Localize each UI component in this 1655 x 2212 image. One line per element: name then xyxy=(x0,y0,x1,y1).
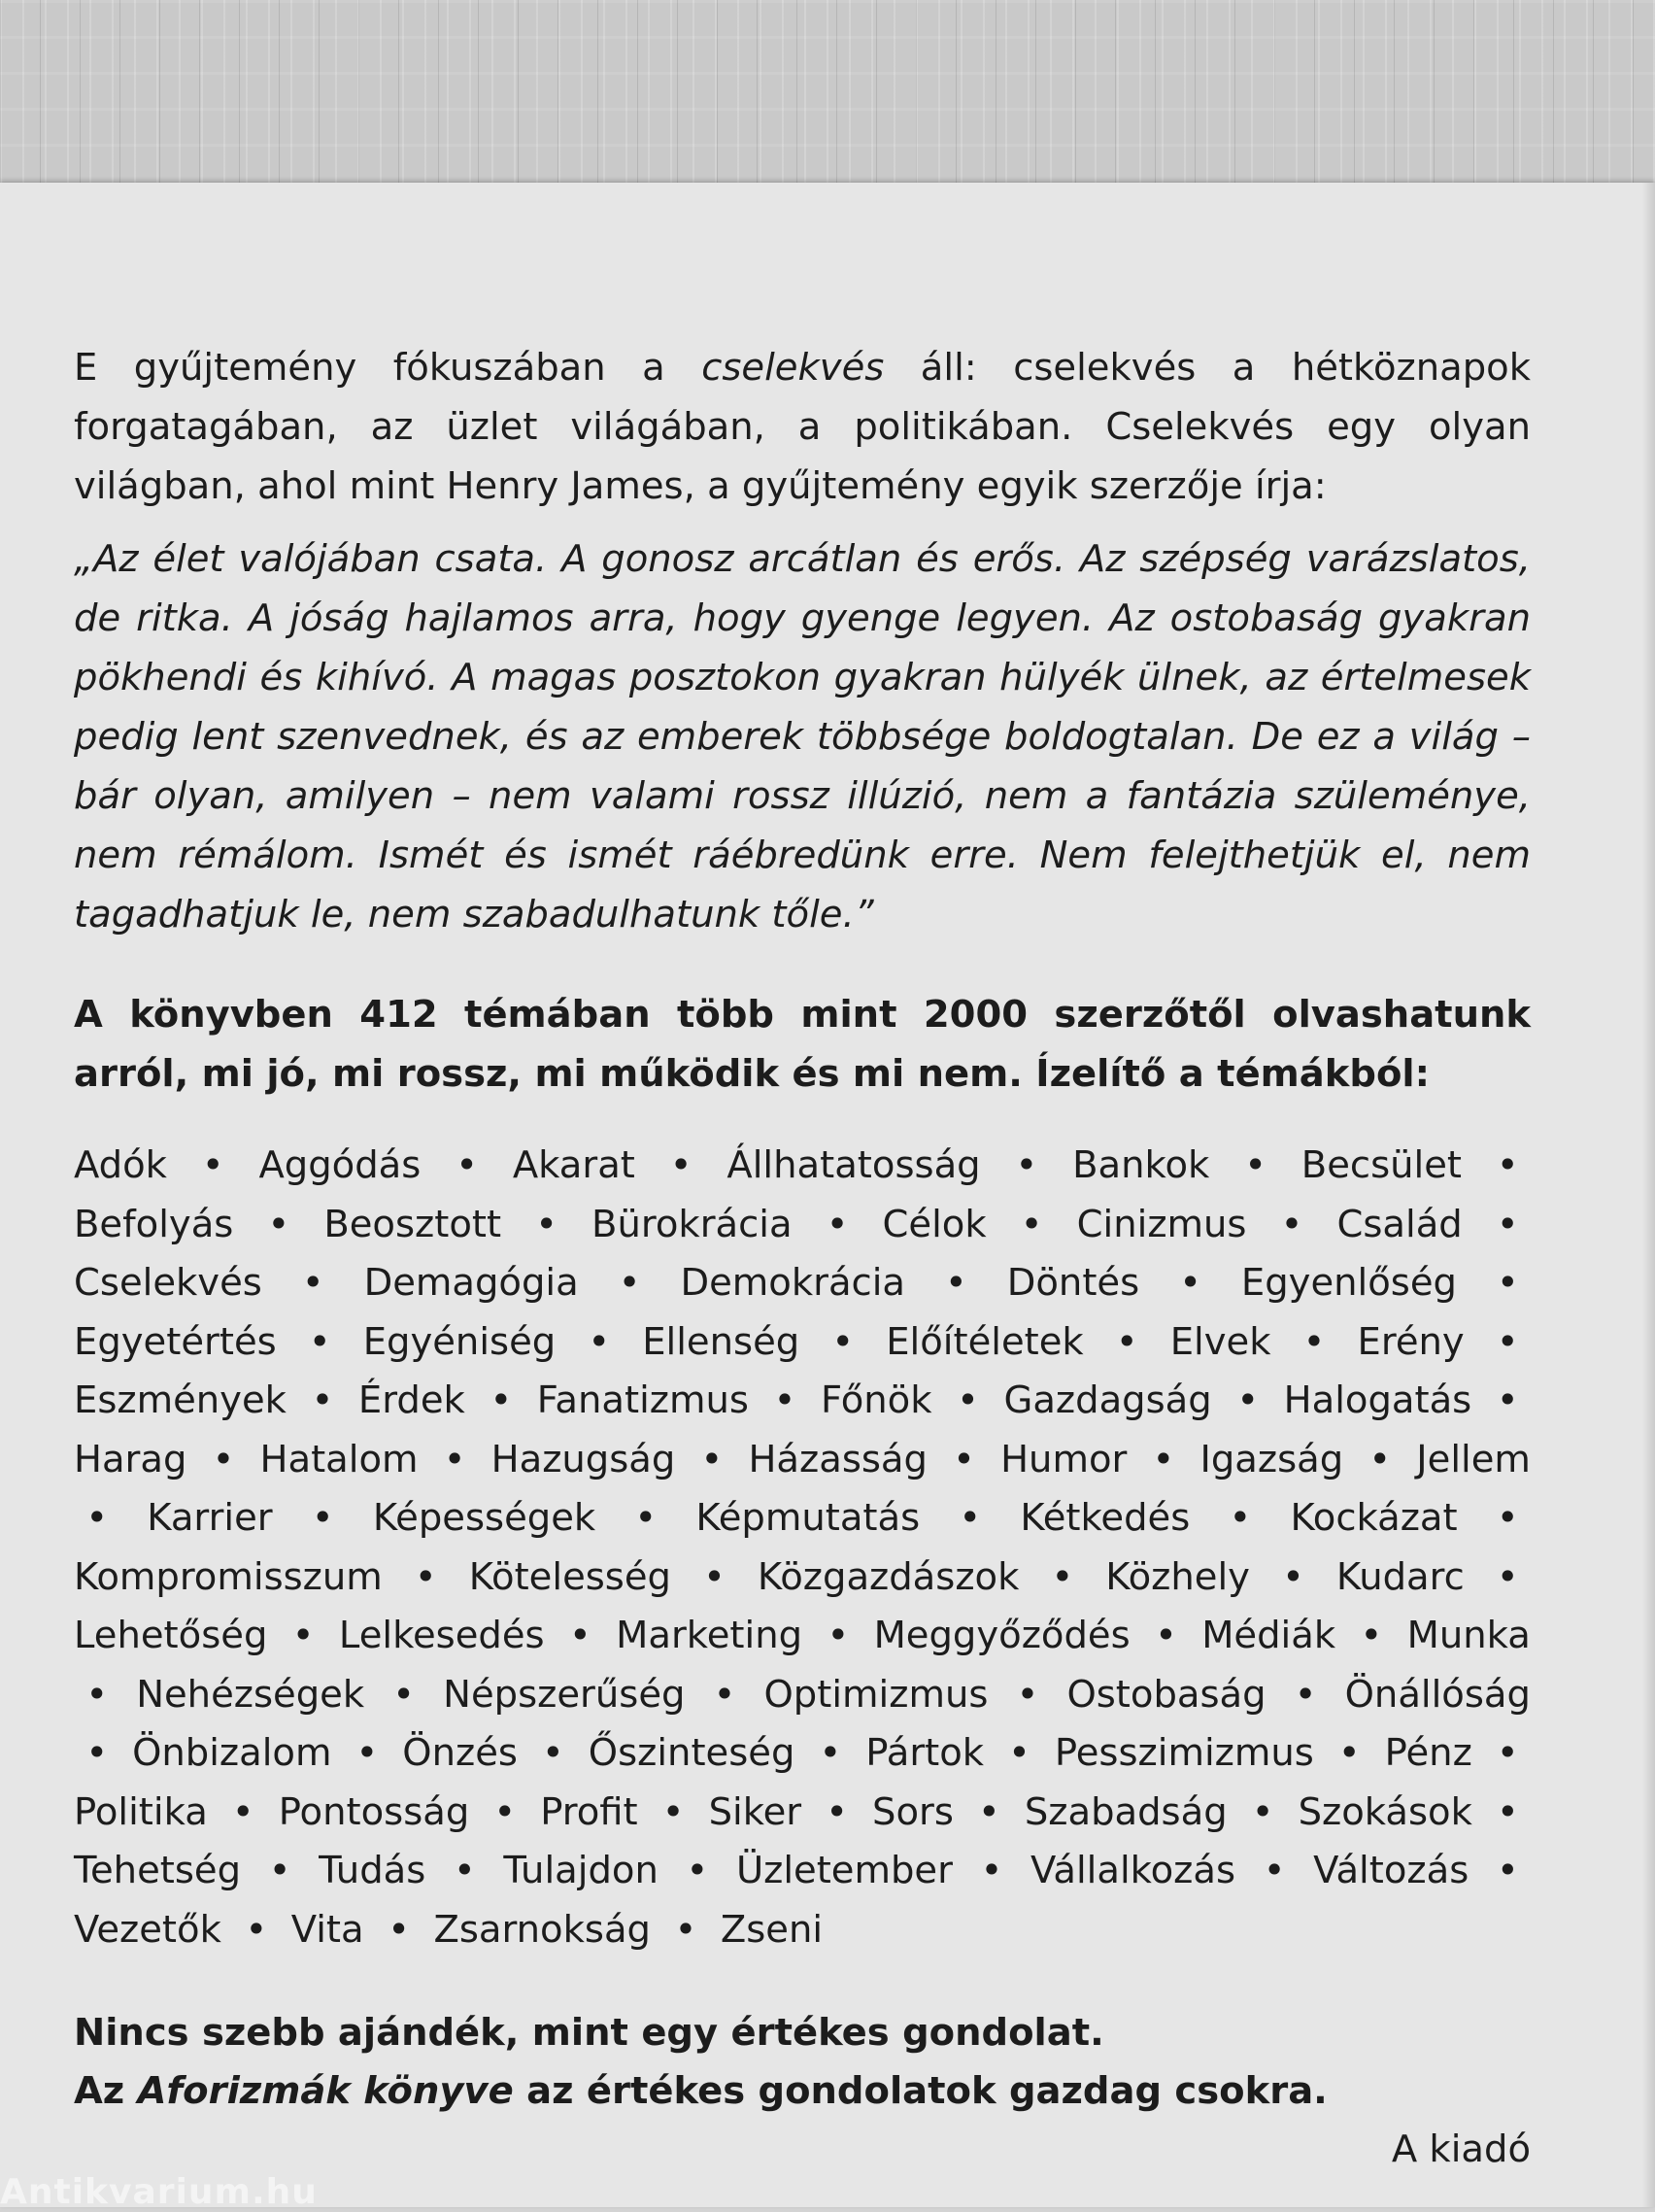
topic-item: Erény xyxy=(1357,1319,1465,1364)
bullet-separator: • xyxy=(1337,1731,1361,1775)
topic-item: Népszerűség xyxy=(443,1672,686,1717)
bullet-separator: • xyxy=(212,1437,235,1481)
bullet-separator: • xyxy=(231,1789,254,1834)
bullet-separator: • xyxy=(85,1672,109,1717)
bullet-separator: • xyxy=(980,1849,1003,1892)
topic-item: Akarat xyxy=(512,1143,635,1187)
intro-emphasis: cselekvés xyxy=(701,346,885,390)
bullet-separator: • xyxy=(245,1907,268,1952)
topic-item: Kockázat xyxy=(1290,1496,1458,1540)
bullet-separator: • xyxy=(542,1731,564,1775)
topic-item: Hazugság xyxy=(490,1437,676,1481)
bullet-separator: • xyxy=(959,1496,982,1540)
topic-item: Vita xyxy=(290,1907,364,1952)
topic-item: Pesszimizmus xyxy=(1054,1731,1314,1775)
bullet-separator: • xyxy=(634,1496,658,1540)
bullet-separator: • xyxy=(953,1437,975,1481)
bullet-separator: • xyxy=(669,1143,692,1187)
bullet-separator: • xyxy=(1360,1614,1383,1657)
bullet-separator: • xyxy=(311,1496,334,1540)
bullet-separator: • xyxy=(301,1261,324,1305)
bullet-separator: • xyxy=(1020,1202,1043,1246)
bullet-separator: • xyxy=(1015,1143,1038,1187)
topic-item: Igazság xyxy=(1199,1437,1344,1481)
topic-item: Eszmények xyxy=(74,1378,287,1422)
bullet-separator: • xyxy=(1496,1849,1519,1892)
bullet-separator: • xyxy=(1155,1614,1177,1657)
topic-item: Nehézségek xyxy=(136,1672,365,1717)
intro-text-start: E gyűjtemény fókuszában a xyxy=(74,346,702,390)
topic-item: Halogatás xyxy=(1283,1378,1472,1422)
topic-item: Zseni xyxy=(720,1907,824,1952)
bullet-separator: • xyxy=(291,1614,315,1657)
topic-item: Célok xyxy=(882,1202,987,1246)
topic-item: Család xyxy=(1336,1202,1463,1246)
bullet-separator: • xyxy=(392,1672,416,1717)
topic-item: Demokrácia xyxy=(680,1261,906,1305)
bullet-separator: • xyxy=(1496,1554,1519,1599)
intro-text-end: áll: cselekvés a hétköznapok forgatagában, az üzlet világában, a politikában. Cselekvés egy olyan világban, ahol mint Henry James, a gyűjtemény egyik szerzője írja: xyxy=(74,346,1531,508)
bullet-separator: • xyxy=(826,1202,849,1246)
topic-item: Elvek xyxy=(1169,1319,1271,1364)
topic-item: Kudarc xyxy=(1335,1554,1465,1599)
closing-text-end: az értékes gondolatok gazdag csokra. xyxy=(513,2069,1328,2113)
topic-item: Pártok xyxy=(865,1731,985,1775)
topic-item: Önállóság xyxy=(1344,1672,1531,1717)
topic-item: Kompromisszum xyxy=(74,1554,383,1599)
topic-item: Adók xyxy=(74,1143,167,1187)
topic-item: Politika xyxy=(74,1789,208,1834)
wood-background xyxy=(0,0,1655,187)
topic-item: Sors xyxy=(872,1789,954,1834)
topic-item: Hatalom xyxy=(259,1437,419,1481)
topic-item: Cinizmus xyxy=(1076,1202,1247,1246)
bullet-separator: • xyxy=(456,1143,478,1187)
bullet-separator: • xyxy=(535,1202,557,1246)
topic-item: Zsarnokság xyxy=(433,1907,651,1952)
bullet-separator: • xyxy=(827,1614,850,1657)
bullet-separator: • xyxy=(1496,1378,1519,1422)
topic-item: Vállalkozás xyxy=(1030,1849,1236,1892)
topic-item: Lehetőség xyxy=(74,1614,268,1657)
topic-item: Becsület xyxy=(1300,1143,1463,1187)
bullet-separator: • xyxy=(978,1789,1000,1834)
bullet-separator: • xyxy=(713,1672,736,1717)
topic-item: Marketing xyxy=(616,1614,803,1657)
topic-item: Változás xyxy=(1313,1849,1469,1892)
bullet-separator: • xyxy=(453,1849,476,1892)
topic-item: Képességek xyxy=(372,1496,596,1540)
topic-item: Állhatatosság xyxy=(726,1143,981,1187)
topic-item: Egyenlőség xyxy=(1240,1261,1457,1305)
bullet-separator: • xyxy=(1280,1202,1303,1246)
topic-list xyxy=(74,1137,1531,1959)
bullet-separator: • xyxy=(1051,1554,1074,1599)
bullet-separator: • xyxy=(1496,1789,1519,1834)
topic-item: Profit xyxy=(540,1789,638,1834)
bullet-separator: • xyxy=(311,1378,334,1422)
closing-line-2 xyxy=(74,2062,1531,2121)
topic-item: Képmutatás xyxy=(695,1496,921,1540)
bullet-separator: • xyxy=(443,1437,466,1481)
bullet-separator: • xyxy=(1496,1202,1519,1246)
topic-item: Pontosság xyxy=(278,1789,470,1834)
intro-paragraph xyxy=(74,338,1531,516)
bullet-separator: • xyxy=(1179,1261,1201,1305)
bullet-separator: • xyxy=(1496,1731,1519,1775)
bullet-separator: • xyxy=(1368,1437,1392,1481)
topic-item: Szabadság xyxy=(1024,1789,1228,1834)
bullet-separator: • xyxy=(826,1789,848,1834)
bullet-separator: • xyxy=(703,1554,726,1599)
book-title: Aforizmák könyve xyxy=(137,2069,514,2113)
bullet-separator: • xyxy=(1263,1849,1286,1892)
topic-item: Ellenség xyxy=(642,1319,800,1364)
topic-item: Beosztott xyxy=(323,1202,502,1246)
bullet-separator: • xyxy=(1496,1496,1519,1540)
topic-item: Előítéletek xyxy=(886,1319,1084,1364)
bullet-separator: • xyxy=(569,1614,591,1657)
bullet-separator: • xyxy=(618,1261,641,1305)
bullet-separator: • xyxy=(700,1437,724,1481)
bullet-separator: • xyxy=(819,1731,842,1775)
bullet-separator: • xyxy=(588,1319,611,1364)
bullet-separator: • xyxy=(414,1554,437,1599)
bullet-separator: • xyxy=(1008,1731,1030,1775)
bullet-separator: • xyxy=(1282,1554,1304,1599)
bullet-separator: • xyxy=(493,1789,517,1834)
topic-item: Lelkesedés xyxy=(338,1614,545,1657)
topic-item: Demagógia xyxy=(363,1261,579,1305)
topic-item: Médiák xyxy=(1201,1614,1336,1657)
topic-item: Érdek xyxy=(357,1378,465,1422)
topic-item: Optimizmus xyxy=(763,1672,989,1717)
bullet-separator: • xyxy=(674,1907,697,1952)
bullet-separator: • xyxy=(1496,1261,1519,1305)
topic-item: Siker xyxy=(708,1789,802,1834)
topic-item: Bürokrácia xyxy=(591,1202,793,1246)
topic-item: Egyetértés xyxy=(74,1319,277,1364)
bullet-separator: • xyxy=(1236,1378,1260,1422)
topic-item: Vezetők xyxy=(74,1907,221,1952)
bullet-separator: • xyxy=(661,1789,685,1834)
topic-item: Jellem xyxy=(1416,1437,1531,1481)
bullet-separator: • xyxy=(201,1143,224,1187)
topic-item: Tudás xyxy=(319,1849,426,1892)
topic-item: Egyéniség xyxy=(362,1319,557,1364)
topic-item: Cselekvés xyxy=(74,1261,262,1305)
watermark: Antikvarium.hu xyxy=(0,2172,318,2212)
bullet-separator: • xyxy=(831,1319,855,1364)
topic-item: Önzés xyxy=(402,1731,518,1775)
bullet-separator: • xyxy=(773,1378,796,1422)
bullet-separator: • xyxy=(1115,1319,1138,1364)
bullet-separator: • xyxy=(1294,1672,1317,1717)
topic-item: Munka xyxy=(1406,1614,1531,1657)
bullet-separator: • xyxy=(355,1731,379,1775)
bullet-separator: • xyxy=(267,1202,290,1246)
topic-item: Önbizalom xyxy=(132,1731,332,1775)
topic-item: Közgazdászok xyxy=(757,1554,1020,1599)
bullet-separator: • xyxy=(308,1319,331,1364)
bullet-separator: • xyxy=(490,1378,513,1422)
bullet-separator: • xyxy=(1251,1789,1274,1834)
closing-text-start: Az xyxy=(74,2069,138,2113)
bullet-separator: • xyxy=(1016,1672,1039,1717)
blurb-content xyxy=(74,338,1531,2121)
page-edge-shadow xyxy=(1641,183,1655,2207)
topic-item: Gazdagság xyxy=(1003,1378,1212,1422)
topic-item: Közhely xyxy=(1105,1554,1250,1599)
topic-item: Tulajdon xyxy=(503,1849,659,1892)
bullet-separator: • xyxy=(1244,1143,1267,1187)
bullet-separator: • xyxy=(957,1378,979,1422)
bullet-separator: • xyxy=(945,1261,967,1305)
bullet-separator: • xyxy=(85,1731,109,1775)
bullet-separator: • xyxy=(85,1496,109,1540)
closing-line-1: Nincs szebb ajándék, mint egy értékes gondolat. xyxy=(74,2011,1104,2055)
topic-item: Tehetség xyxy=(74,1849,242,1892)
summary-paragraph: A könyvben 412 témában több mint 2000 szerzőtől olvashatunk arról, mi jó, mi rossz, mi működik és mi nem. Ízelítő a témákból: xyxy=(74,993,1531,1096)
bullet-separator: • xyxy=(268,1849,291,1892)
topic-item: Szokások xyxy=(1298,1789,1472,1834)
topic-item: Harag xyxy=(74,1437,187,1481)
topic-item: Kötelesség xyxy=(468,1554,671,1599)
topic-item: Döntés xyxy=(1006,1261,1140,1305)
topic-item: Humor xyxy=(1000,1437,1128,1481)
bullet-separator: • xyxy=(1229,1496,1252,1540)
publisher-signature: A kiadó xyxy=(1391,2127,1531,2171)
topic-item: Aggódás xyxy=(258,1143,422,1187)
bullet-separator: • xyxy=(686,1849,709,1892)
bullet-separator: • xyxy=(1302,1319,1326,1364)
bullet-separator: • xyxy=(1496,1143,1519,1187)
topic-item: Meggyőződés xyxy=(873,1614,1131,1657)
topic-item: Főnök xyxy=(820,1378,932,1422)
topic-item: Fanatizmus xyxy=(536,1378,749,1422)
topic-item: Üzletember xyxy=(735,1849,953,1892)
bullet-separator: • xyxy=(1496,1319,1519,1364)
topic-item: Pénz xyxy=(1384,1731,1472,1775)
topic-item: Bankok xyxy=(1072,1143,1210,1187)
topic-item: Őszinteség xyxy=(588,1731,795,1775)
bullet-separator: • xyxy=(388,1907,410,1952)
topic-item: Karrier xyxy=(147,1496,273,1540)
topic-item: Ostobaság xyxy=(1066,1672,1267,1717)
topic-item: Kétkedés xyxy=(1020,1496,1191,1540)
bullet-separator: • xyxy=(1152,1437,1175,1481)
topic-item: Házasság xyxy=(748,1437,928,1481)
topic-item: Befolyás xyxy=(74,1202,234,1246)
henry-james-quote: „Az élet valójában csata. A gonosz arcátlan és erős. Az szépség varázslatos, de ritka. A jóság hajlamos arra, hogy gyenge legyen. Az ostobaság gyakran pökhendi és kihívó. A magas posztokon gyakran hülyék ülnek, az értelmesek pedig lent szenvednek, és az emberek többsége boldogtalan. De ez a világ – bár olyan, amilyen – nem valami rossz illúzió, nem a fantázia szüleménye, nem rémálom. Ismét és ismét ráébredünk erre. Nem felejthetjük el, nem tagadhatjuk le, nem szabadulhatunk tőle.” xyxy=(74,537,1531,936)
